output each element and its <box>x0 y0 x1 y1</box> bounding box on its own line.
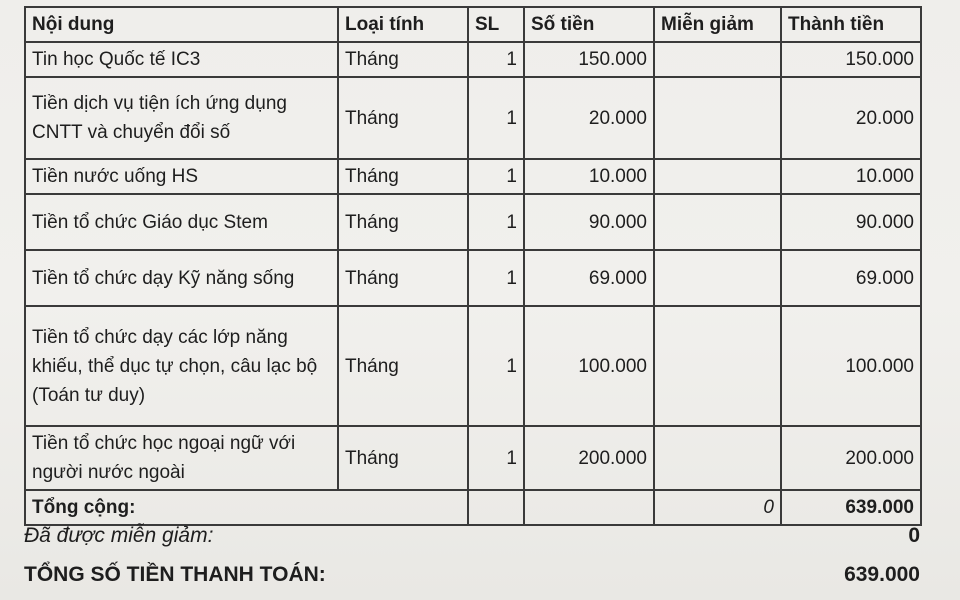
row-content: Tiền tổ chức dạy các lớp năng khiếu, thể dục tự chọn, câu lạc bộ (Toán tư duy) <box>25 306 338 426</box>
row-content: Tiền nước uống HS <box>25 159 338 194</box>
table-row <box>25 250 921 306</box>
payment-summary <box>24 563 920 587</box>
row-amount: 90.000 <box>524 194 654 250</box>
row-discount <box>654 77 781 159</box>
discount-summary <box>24 524 920 548</box>
header-amount: Số tiền <box>524 7 654 42</box>
row-discount <box>654 426 781 490</box>
row-total: 10.000 <box>781 159 921 194</box>
row-amount: 150.000 <box>524 42 654 77</box>
payment-summary-label: TỔNG SỐ TIỀN THANH TOÁN: <box>24 563 326 586</box>
row-qty: 1 <box>468 42 524 77</box>
header-total: Thành tiền <box>781 7 921 42</box>
row-type: Tháng <box>338 250 468 306</box>
total-discount: 0 <box>654 490 781 525</box>
row-qty: 1 <box>468 306 524 426</box>
row-qty: 1 <box>468 159 524 194</box>
row-discount <box>654 250 781 306</box>
row-content: Tin học Quốc tế IC3 <box>25 42 338 77</box>
row-total: 100.000 <box>781 306 921 426</box>
row-total: 20.000 <box>781 77 921 159</box>
row-content: Tiền tổ chức dạy Kỹ năng sống <box>25 250 338 306</box>
row-qty: 1 <box>468 194 524 250</box>
fee-table <box>24 6 922 526</box>
row-discount <box>654 306 781 426</box>
row-amount: 200.000 <box>524 426 654 490</box>
table-row <box>25 194 921 250</box>
table-row <box>25 42 921 77</box>
row-content: Tiền tổ chức học ngoại ngữ với người nước ngoài <box>25 426 338 490</box>
row-type: Tháng <box>338 159 468 194</box>
header-qty: SL <box>468 7 524 42</box>
row-amount: 20.000 <box>524 77 654 159</box>
row-discount <box>654 194 781 250</box>
row-type: Tháng <box>338 42 468 77</box>
discount-summary-value: 0 <box>908 524 920 547</box>
row-type: Tháng <box>338 306 468 426</box>
row-amount: 69.000 <box>524 250 654 306</box>
row-amount: 100.000 <box>524 306 654 426</box>
header-discount: Miễn giảm <box>654 7 781 42</box>
total-row <box>25 490 921 525</box>
row-total: 90.000 <box>781 194 921 250</box>
table-header-row <box>25 7 921 42</box>
payment-summary-value: 639.000 <box>844 563 920 586</box>
row-total: 69.000 <box>781 250 921 306</box>
row-content: Tiền tổ chức Giáo dục Stem <box>25 194 338 250</box>
table-row <box>25 77 921 159</box>
header-content: Nội dung <box>25 7 338 42</box>
row-qty: 1 <box>468 426 524 490</box>
row-amount: 10.000 <box>524 159 654 194</box>
row-discount <box>654 42 781 77</box>
row-total: 200.000 <box>781 426 921 490</box>
table-row <box>25 426 921 490</box>
row-type: Tháng <box>338 194 468 250</box>
total-label: Tổng cộng: <box>25 490 468 525</box>
discount-summary-label: Đã được miễn giảm: <box>24 524 214 547</box>
table-row <box>25 159 921 194</box>
table-row <box>25 306 921 426</box>
row-qty: 1 <box>468 250 524 306</box>
row-type: Tháng <box>338 426 468 490</box>
total-qty-empty <box>468 490 524 525</box>
row-content: Tiền dịch vụ tiện ích ứng dụng CNTT và chuyển đổi số <box>25 77 338 159</box>
header-type: Loại tính <box>338 7 468 42</box>
row-total: 150.000 <box>781 42 921 77</box>
total-amount-empty <box>524 490 654 525</box>
row-discount <box>654 159 781 194</box>
row-type: Tháng <box>338 77 468 159</box>
row-qty: 1 <box>468 77 524 159</box>
total-value: 639.000 <box>781 490 921 525</box>
